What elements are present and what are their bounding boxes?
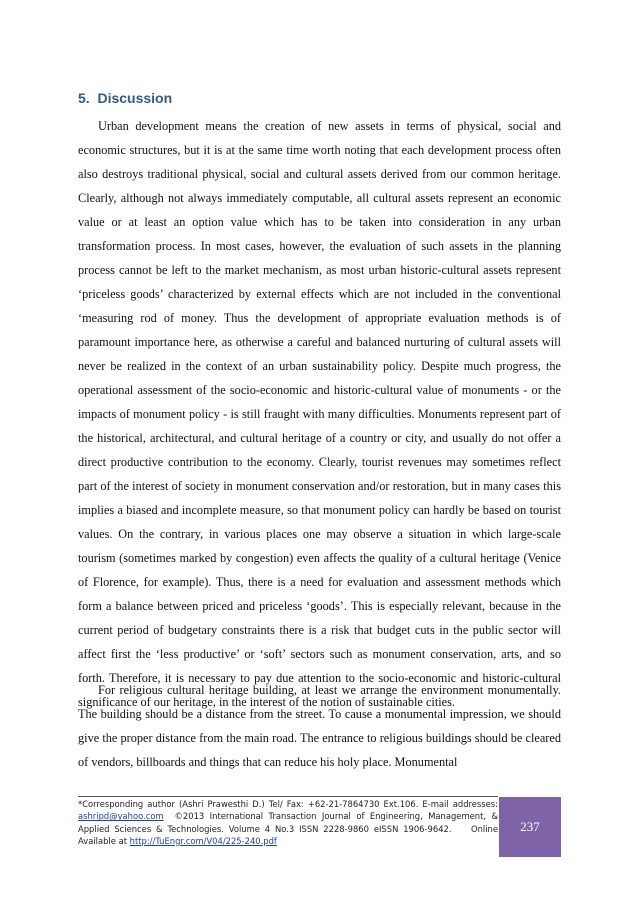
section-heading: 5. Discussion [78,90,173,106]
online-label: Online Available at [78,823,498,846]
body-paragraph: For religious cultural heritage building, at least we arrange the environment monumentally. The building should be a distance from the street. To cause a monumental impression, we should give the proper distance from the main road. The entrance to religious buildings should be cleared of vendors, billboards and things that can reduce his holy place. Monumental [78,683,561,769]
body-paragraph: Urban development means the creation of new assets in terms of physical, social and economic structures, but it is at the same time worth noting that each development process often also destroys traditional physical, social and cultural assets derived from our common heritage. Clearly, although not always immediately computable, all cultural assets represent an economic value or at least an option value which has to be taken into consideration in any urban transformation process. In most cases, however, the evaluation of such assets in the planning process cannot be left to the market mechanism, as most urban historic-cultural assets represent ‘priceless goods’ characterized by external effects which are not included in the conventional ‘measuring rod of money. Thus the development of appropriate evaluation methods is of paramount importance here, as otherwise a careful and balanced nurturing of cultural assets will never be realized in the context of an urban sustainability policy. Despite much progress, the operational assessment of the socio-economic and historic-cultural value of monuments - or the impacts of monument policy - is still fraught with many difficulties. Monuments represent part of the historical, architectural, and cultural heritage of a country or city, and usually do not offer a direct productive contribution to the economy. Clearly, tourist revenues may sometimes reflect part of the interest of society in monument conservation and/or restoration, but in many cases this implies a biased and incomplete measure, so that monument policy can hardly be based on tourist values. On the contrary, in various places one may observe a situation in which large-scale tourism (sometimes marked by congestion) even affects the quality of a cultural heritage (Venice of Florence, for example). Thus, there is a need for evaluation and assessment methods which form a balance between priced and priceless ‘goods’. This is especially relevant, because in the current period of budgetary constraints there is a risk that budget cuts in the public sector will affect first the ‘less productive’ or ‘soft’ sectors such as monument conservation, arts, and so forth. Therefore, it is necessary to pay due attention to the socio-economic and historic-cultural significance of our heritage, in the interest of the notion of sustainable cities. [78,119,561,709]
email-link[interactable]: ashripd@yahoo.com [78,811,164,822]
page-number-badge [499,797,561,857]
footer-note [78,798,498,847]
footer-divider [78,796,498,797]
article-url-link[interactable]: http://TuEngr.com/V04/225-240.pdf [129,835,277,846]
copyright-icon: © [174,811,183,822]
page-number: 237 [520,819,540,834]
journal-info: 2013 International Transaction Journal of Engineering, Management, & Applied Sciences & Technologies. Volume 4 No.3 ISSN 2228-9860 eISSN 1906-9642. [78,811,498,834]
corresponding-author-text: *Corresponding author (Ashri Prawesthi D.) Tel/ Fax: +62-21-7864730 Ext.106. E-mail addresses: [78,799,498,809]
